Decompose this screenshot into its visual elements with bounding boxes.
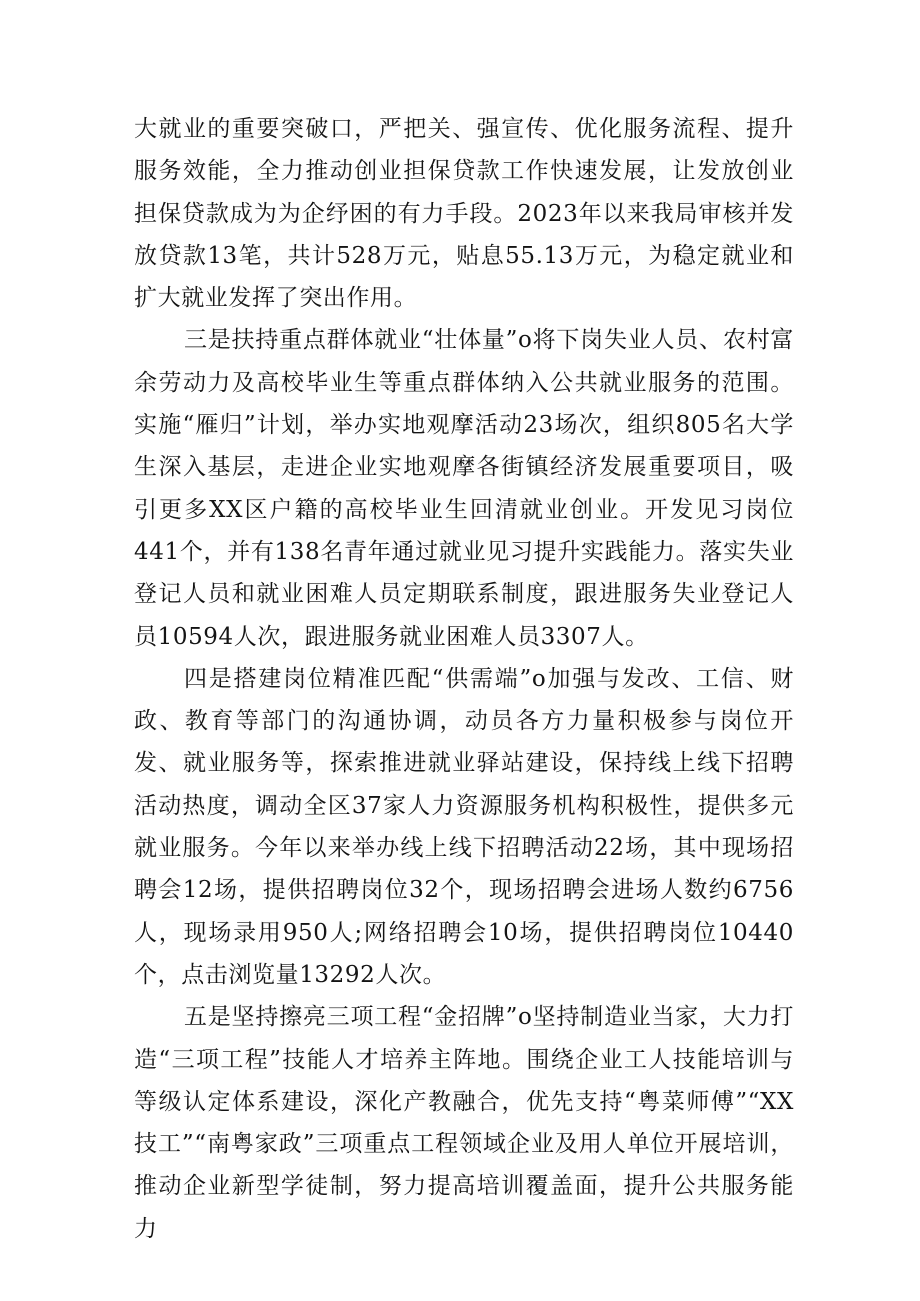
paragraph-three-projects: 五是坚持擦亮三项工程“金招牌”o坚持制造业当家，大力打造“三项工程”技能人才培养主阵地。围绕企业工人技能培训与等级认定体系建设，深化产教融合，优先支持“粤菜师傅”“XX技工”“南粤家政”三项重点工程领域企业及用人单位开展培训，推动企业新型学徒制，努力提高培训覆盖面，提升公共服务能力 (134, 1004, 794, 1242)
paragraph-job-matching: 四是搭建岗位精准匹配“供需端”o加强与发改、工信、财政、教育等部门的沟通协调，动员各方力量积极参与岗位开发、就业服务等，探索推进就业驿站建设，保持线上线下招聘活动热度，调动全区37家人力资源服务机构积极性，提供多元就业服务。今年以来举办线上线下招聘活动22场，其中现场招聘会12场，提供招聘岗位32个，现场招聘会进场人数约6756人，现场录用950人;网络招聘会10场，提供招聘岗位10440个，点击浏览量13292人次。 (134, 665, 794, 988)
document-body (134, 108, 794, 1250)
paragraph-key-groups-employment: 三是扶持重点群体就业“壮体量”o将下岗失业人员、农村富余劳动力及高校毕业生等重点群体纳入公共就业服务的范围。实施“雁归”计划，举办实地观摩活动23场次，组织805名大学生深入基层，走进企业实地观摩各街镇经济发展重要项目，吸引更多XX区户籍的高校毕业生回清就业创业。开发见习岗位441个，并有138名青年通过就业见习提升实践能力。落实失业登记人员和就业困难人员定期联系制度，跟进服务失业登记人员10594人次，跟进服务就业困难人员3307人。 (134, 327, 794, 650)
paragraph-loan-guarantee: 大就业的重要突破口，严把关、强宣传、优化服务流程、提升服务效能，全力推动创业担保贷款工作快速发展，让发放创业担保贷款成为为企纾困的有力手段。2023年以来我局审核并发放贷款13笔，共计528万元，贴息55.13万元，为稳定就业和扩大就业发挥了突出作用。 (134, 116, 794, 312)
